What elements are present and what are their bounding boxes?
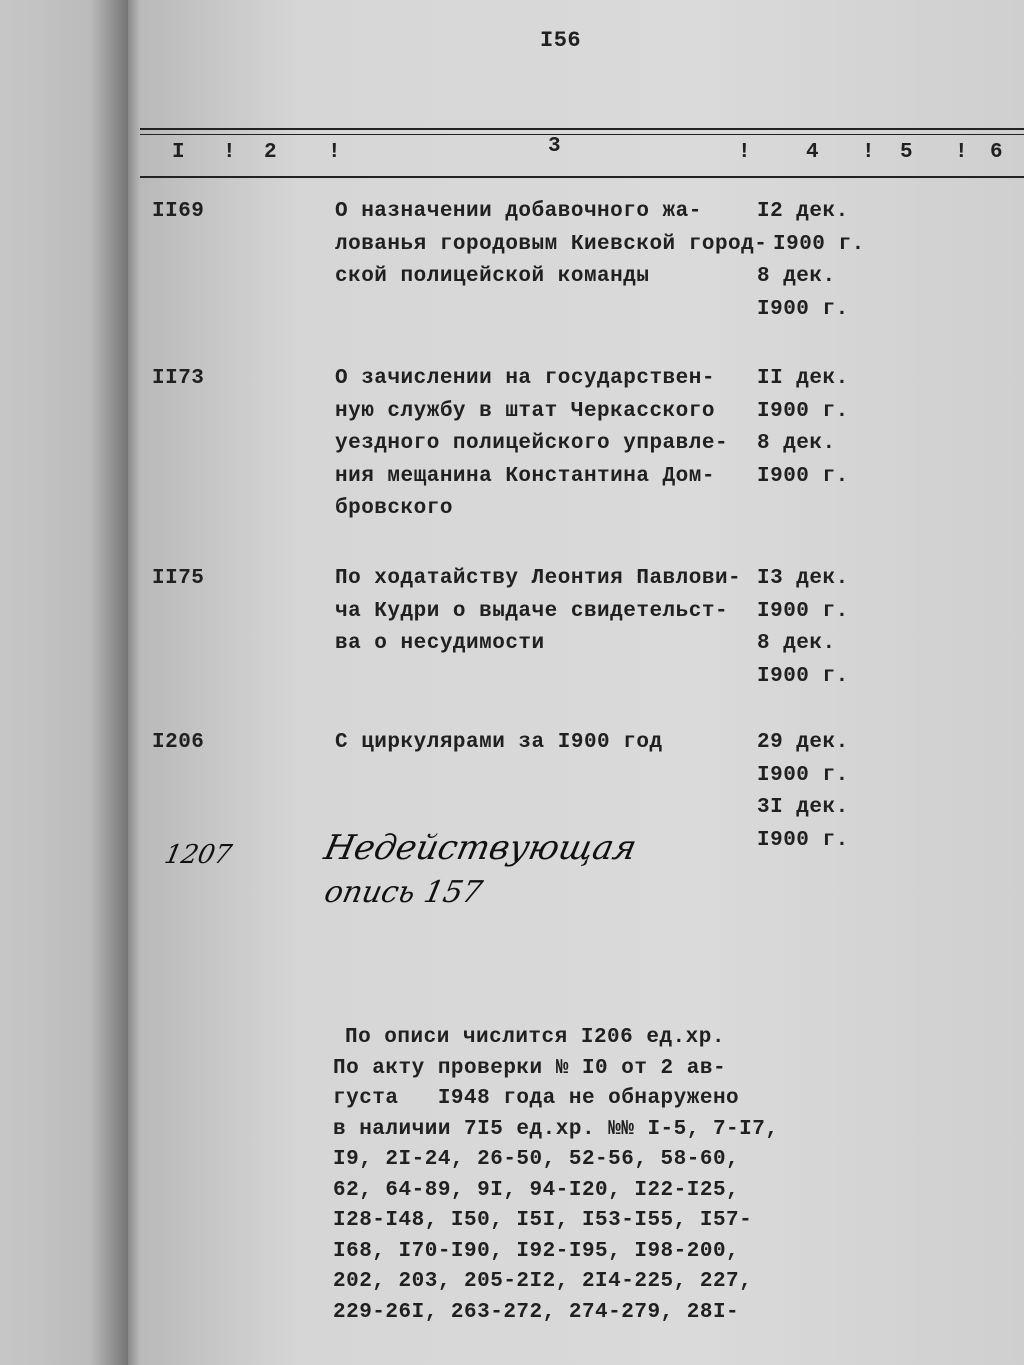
table-top-rule xyxy=(140,128,1024,130)
entry-date-line: I900 г. xyxy=(757,297,849,321)
summary-line: 202, 203, 205-2I2, 2I4-225, 227, xyxy=(333,1270,753,1293)
entry-date-line: 29 дек. xyxy=(757,731,849,754)
col-5-header: 5 xyxy=(900,141,914,164)
entry-date-line: 8 дек. xyxy=(757,432,836,455)
entry-title-line: О назначении добавочного жа- xyxy=(335,200,702,223)
page-number: I56 xyxy=(540,28,582,53)
entry-title-line: бровского xyxy=(335,497,453,520)
separator: ! xyxy=(738,141,752,164)
entry-title-line: ния мещанина Константина Дом- xyxy=(335,464,715,488)
entry-date-line: 8 дек. xyxy=(757,632,836,655)
entry-number: II69 xyxy=(152,200,205,223)
entry-date-line: I900 г. xyxy=(757,399,849,423)
col-2-header: 2 xyxy=(264,141,278,164)
separator: ! xyxy=(862,141,876,164)
entry-date-line: I2 дек. xyxy=(757,200,849,223)
table-header-rule xyxy=(140,176,1024,178)
entry-date-line: I900 г. xyxy=(757,464,849,488)
summary-line: 229-26I, 263-272, 274-279, 28I- xyxy=(333,1300,740,1324)
entry-date-line: I900 г. xyxy=(757,599,849,623)
entry-date-line: I3 дек. xyxy=(757,567,849,590)
summary-line: I68, I70-I90, I92-I95, I98-200, xyxy=(333,1239,740,1263)
entry-title-line: С циркулярами за I900 год xyxy=(335,731,663,754)
entry-title-line: ча Кудри о выдаче свидетельст- xyxy=(335,599,729,623)
handwritten-note-line2: опись 157 xyxy=(321,875,486,910)
entry-title-line: уездного полицейского управле- xyxy=(335,432,729,455)
summary-line: густа I948 года не обнаружено xyxy=(333,1087,740,1110)
handwritten-number: 1207 xyxy=(161,840,235,870)
entry-title-line: ва о несудимости xyxy=(335,632,545,655)
entry-date-line: II дек. xyxy=(757,367,849,390)
col-1-header: I xyxy=(172,141,186,164)
table-top-rule-2 xyxy=(140,134,1024,135)
entry-date-line: 8 дек. xyxy=(757,265,836,288)
entry-number: I206 xyxy=(152,731,205,754)
entry-title-line: ную службу в штат Черкасского xyxy=(335,399,715,423)
separator: ! xyxy=(328,141,342,164)
col-4-header: 4 xyxy=(806,141,820,164)
entry-title-line: лованья городовым Киевской город- xyxy=(335,232,768,256)
col-6-header: 6 xyxy=(990,141,1004,164)
entry-date-line: I900 г. xyxy=(757,763,849,787)
entry-title-line: По ходатайству Леонтия Павлови- xyxy=(335,567,742,590)
entry-number: II75 xyxy=(152,567,205,590)
entry-number: II73 xyxy=(152,367,205,390)
entry-date-line: I900 г. xyxy=(757,664,849,688)
summary-line: По описи числится I206 ед.хр. xyxy=(345,1026,725,1049)
summary-line: По акту проверки № I0 от 2 ав- xyxy=(333,1056,727,1080)
entry-title-line: О зачислении на государствен- xyxy=(335,367,715,390)
separator: ! xyxy=(223,141,237,164)
summary-line: в наличии 7I5 ед.хр. №№ I-5, 7-I7, xyxy=(333,1117,779,1141)
handwritten-note-line1: Недействующая xyxy=(320,828,641,868)
col-3-header: 3 xyxy=(548,135,562,158)
entry-date-line: 3I дек. xyxy=(757,796,849,819)
separator: ! xyxy=(955,141,969,164)
summary-line: I9, 2I-24, 26-50, 52-56, 58-60, xyxy=(333,1148,740,1171)
entry-title-line: ской полицейской команды xyxy=(335,265,650,288)
entry-date-line: I900 г. xyxy=(773,232,865,256)
summary-line: I28-I48, I50, I5I, I53-I55, I57- xyxy=(333,1209,753,1232)
entry-date-line: I900 г. xyxy=(757,828,849,852)
facing-page-edge xyxy=(0,0,128,1365)
summary-line: 62, 64-89, 9I, 94-I20, I22-I25, xyxy=(333,1178,740,1202)
